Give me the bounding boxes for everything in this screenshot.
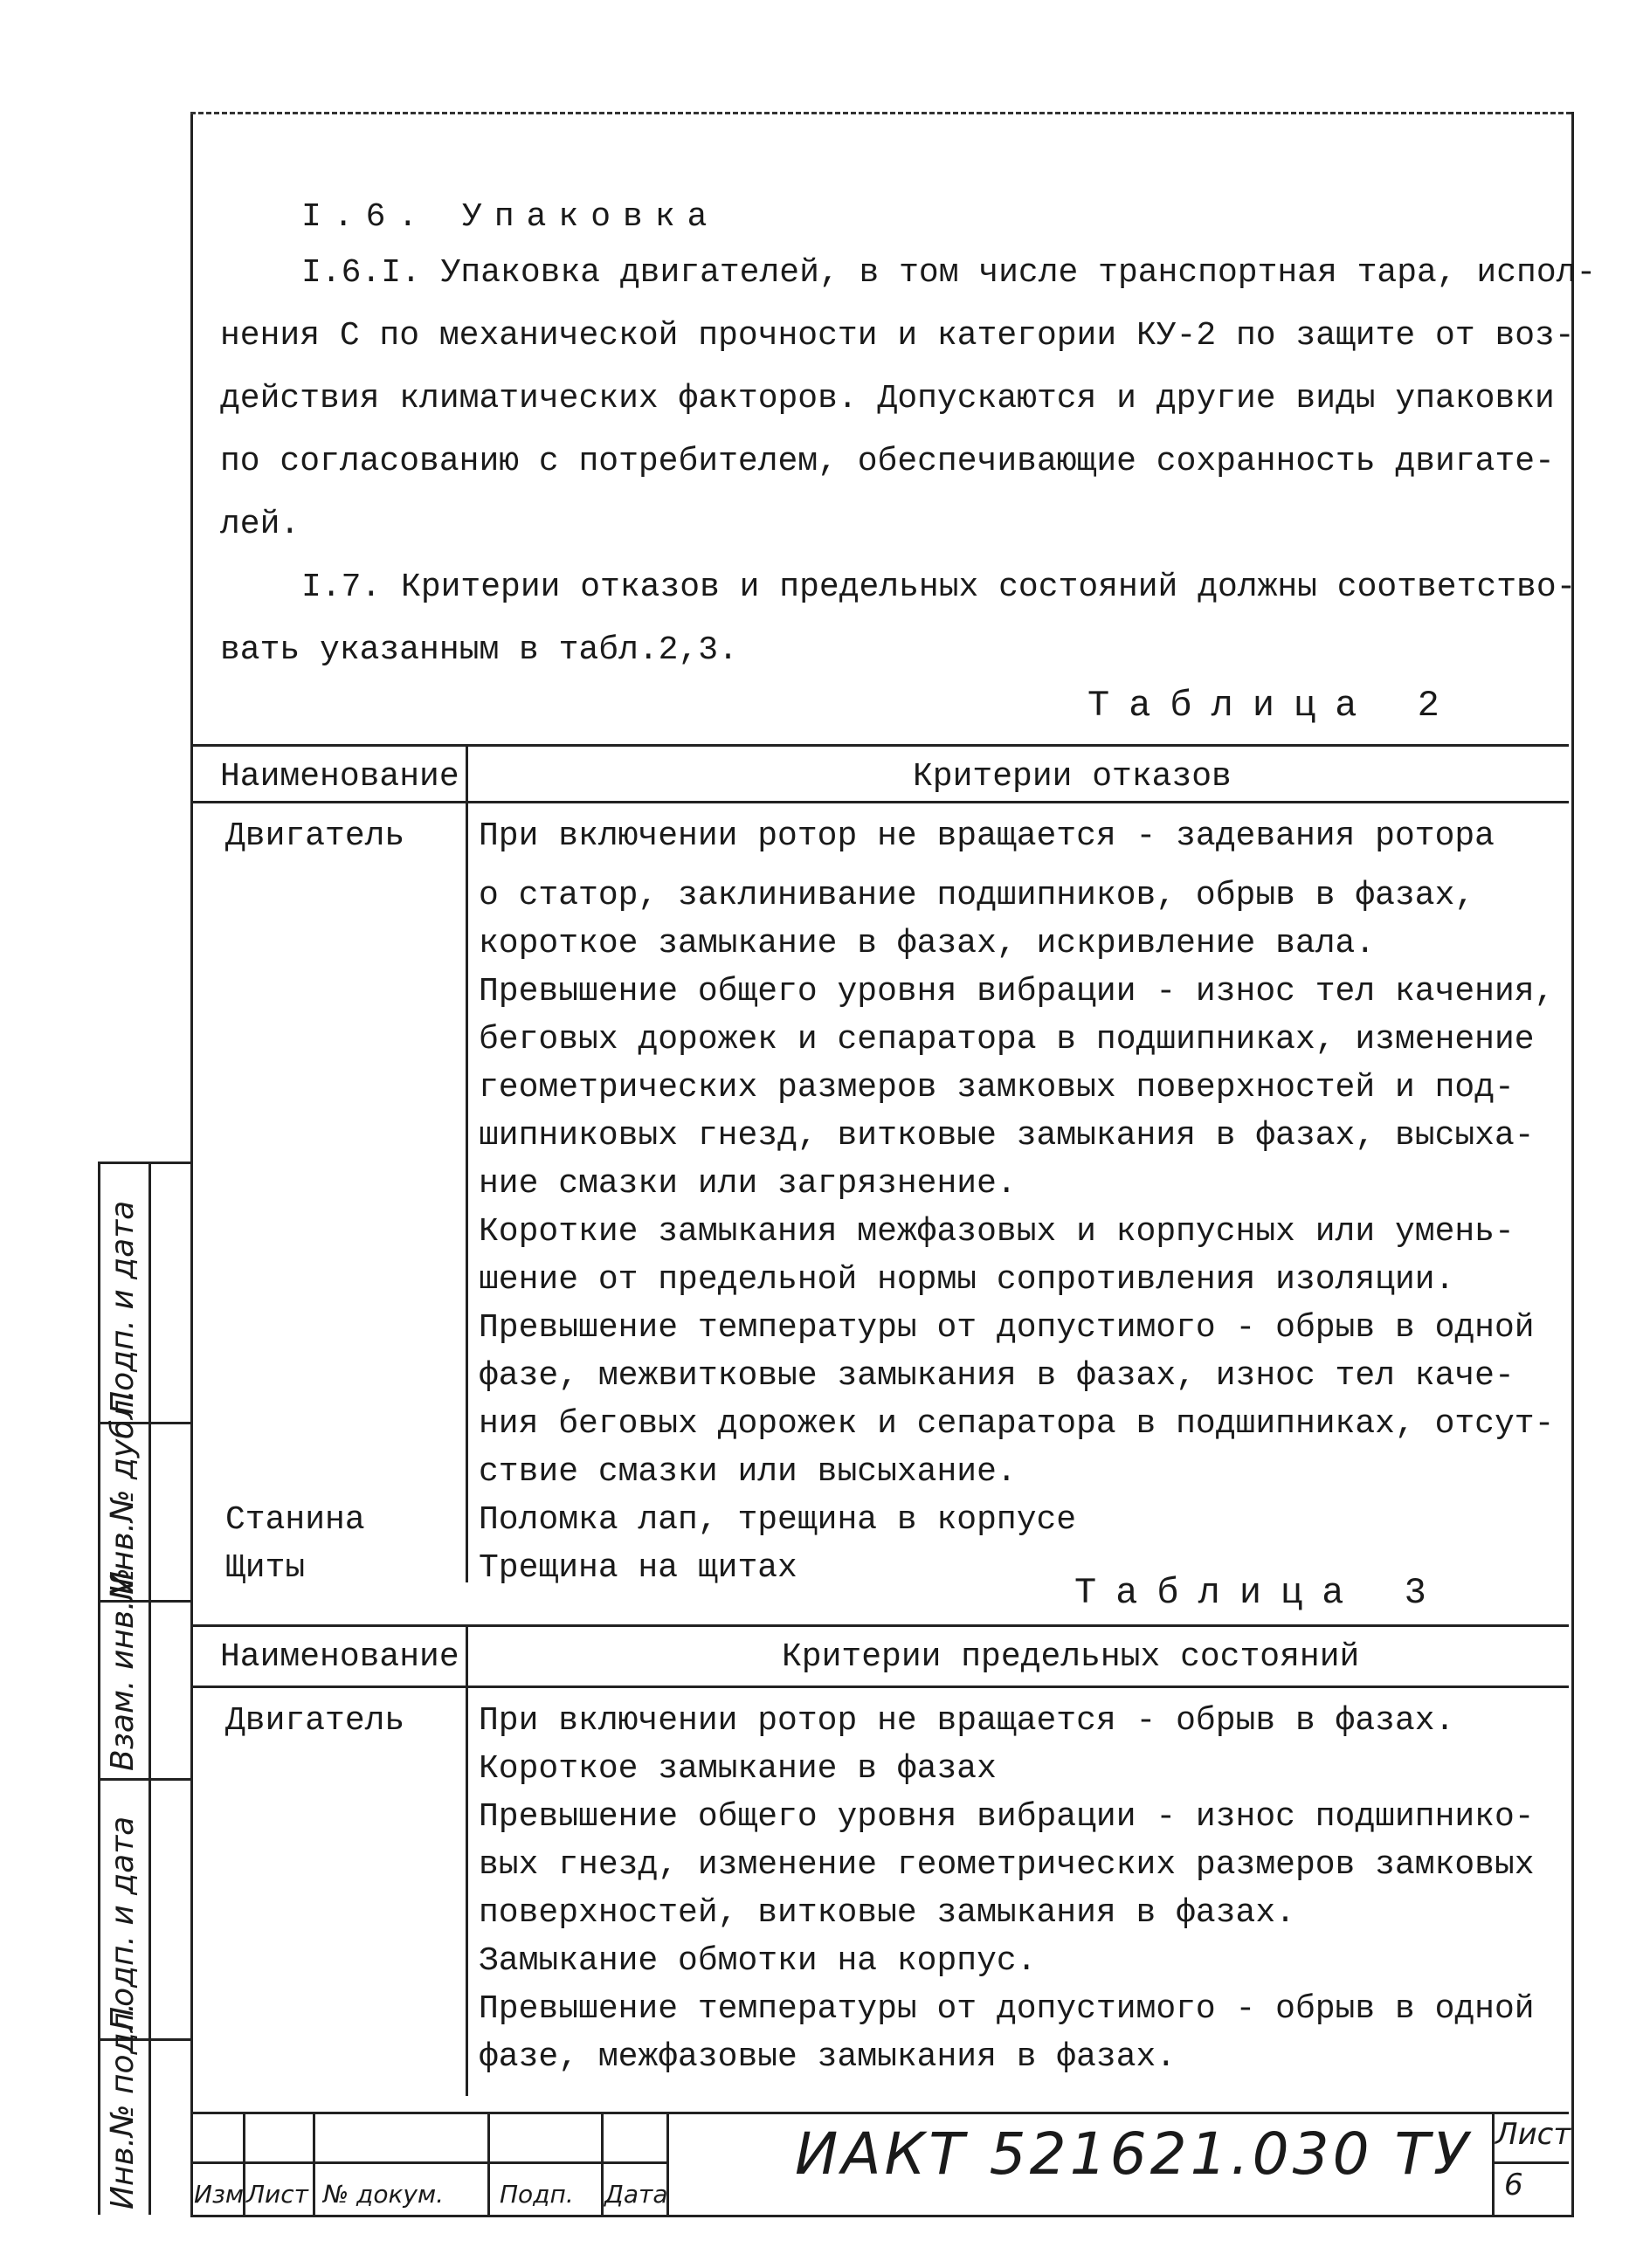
side-strip-rule [98,1162,190,1164]
stamp-col-podp: Подп. [500,2180,574,2209]
table3-row-name: Двигатель [225,1702,405,1740]
table2-row-line: шипниковых гнезд, витковые замыкания в фазах, высыха- [479,1117,1535,1155]
table3-row-line: При включении ротор не вращается - обрыв в фазах. [479,1702,1455,1740]
document-code: ИАКТ 521621.030 ТУ [795,2120,1473,2188]
table3-row-line: Замыкание обмотки на корпус. [479,1942,1037,1980]
table2-row-line: короткое замыкание в фазах, искривление вала. [479,925,1376,962]
table3-top-rule [190,1624,1569,1627]
table3-row-line: Превышение температуры от допустимого - обрыв в одной [479,1990,1535,2028]
table2-row-line: ние смазки или загрязнение. [479,1165,1017,1203]
table2-row-line: Превышение общего уровня вибрации - износ тел качения, [479,973,1555,1010]
paragraph-line: I.6.I. Упаковка двигателей, в том числе транспортная тара, испол- [301,254,1597,292]
table2-row-line: фазе, межвитковые замыкания в фазах, износ тел каче- [479,1357,1515,1395]
table2-top-rule [190,744,1569,747]
paragraph-line: действия климатических факторов. Допускаются и другие виды упаковки [220,380,1555,417]
table2-row-line: Короткие замыкания межфазовых и корпусных или умень- [479,1213,1515,1251]
side-strip-outer-line [98,1162,100,2215]
stamp-col-line [487,2112,490,2215]
paragraph-line: I.7. Критерии отказов и предельных состояний должны соответство- [301,569,1577,606]
stamp-col-line [601,2112,604,2215]
section-heading: I.6. Упаковка [301,198,720,236]
table2-row-line: беговых дорожек и сепаратора в подшипниках, изменение [479,1021,1535,1058]
side-label-vzam-inv: Взам. инв.№ [105,1568,141,1771]
sheet-label: Лист [1495,2117,1571,2152]
table2-row-line: Превышение температуры от допустимого - обрыв в одной [479,1309,1535,1347]
sheet-number: 6 [1504,2168,1523,2203]
stamp-col-dokum: № докум. [323,2180,445,2209]
table2-row-name: Двигатель [225,817,405,855]
table2-row-line: Трещина на щитах [479,1549,797,1587]
paragraph-line: нения С по механической прочности и категории КУ-2 по защите от воз- [220,317,1575,355]
table3-row-line: Превышение общего уровня вибрации - износ подшипнико- [479,1798,1535,1836]
stamp-sheet-rule [1492,2161,1569,2164]
table3-col2-header: Критерии предельных состояний [782,1638,1360,1676]
stamp-top-rule [190,2112,1569,2114]
table2-column-divider [466,744,468,1582]
side-label-podp-data: Подп. и дата [105,1816,141,2030]
stamp-row-rule [190,2161,666,2164]
stamp-col-list: Лист [246,2180,308,2209]
table3-title: Таблица 3 [1074,1572,1446,1614]
table2-row-line: о статор, заклинивание подшипников, обрыв в фазах, [479,877,1475,914]
table2-row-line: геометрических размеров замковых поверхностей и под- [479,1069,1515,1106]
table2-col2-header: Критерии отказов [913,758,1232,796]
paragraph-line: по согласованию с потребителем, обеспечивающие сохранность двигате- [220,443,1555,480]
table2-row-line: ния беговых дорожек и сепаратора в подшипниках, отсут- [479,1405,1555,1443]
table2-row-line: Поломка лап, трещина в корпусе [479,1501,1077,1539]
table3-row-line: Короткое замыкание в фазах [479,1750,997,1788]
table2-row-line: При включении ротор не вращается - задевания ротора [479,817,1495,855]
table2-row-line: ствие смазки или высыхание. [479,1453,1017,1491]
table2-row-line: шение от предельной нормы сопротивления изоляции. [479,1261,1455,1299]
paragraph-line: вать указанным в табл.2,3. [220,631,738,669]
side-label-inv-podl: Инв.№ подл. [105,2003,141,2209]
side-label-podp-data-2: Подп. и дата [105,1200,141,1415]
table3-row-line: поверхностей, витковые замыкания в фазах. [479,1894,1295,1932]
table3-row-line: вых гнезд, изменение геометрических размеров замковых [479,1846,1535,1884]
side-strip-rule [98,1778,190,1781]
table2-title: Таблица 2 [1087,685,1459,727]
stamp-col-line [313,2112,315,2215]
table2-row-name: Станина [225,1501,365,1539]
table3-col1-header: Наименование [220,1638,459,1676]
table2-header-rule [190,801,1569,803]
stamp-col-izm: Изм [194,2180,244,2209]
side-strip-inner-line [148,1162,151,2215]
page-frame-top [190,112,1571,114]
table3-column-divider [466,1624,468,2096]
paragraph-line: лей. [220,506,300,543]
table2-col1-header: Наименование [220,758,459,796]
stamp-col-data: Дата [604,2180,668,2209]
side-label-inv-dubl: Инв.№ дубл. [105,1389,141,1595]
table3-row-line: фазе, межфазовые замыкания в фазах. [479,2038,1177,2076]
table2-row-name: Щиты [225,1549,306,1587]
table3-header-rule [190,1685,1569,1688]
